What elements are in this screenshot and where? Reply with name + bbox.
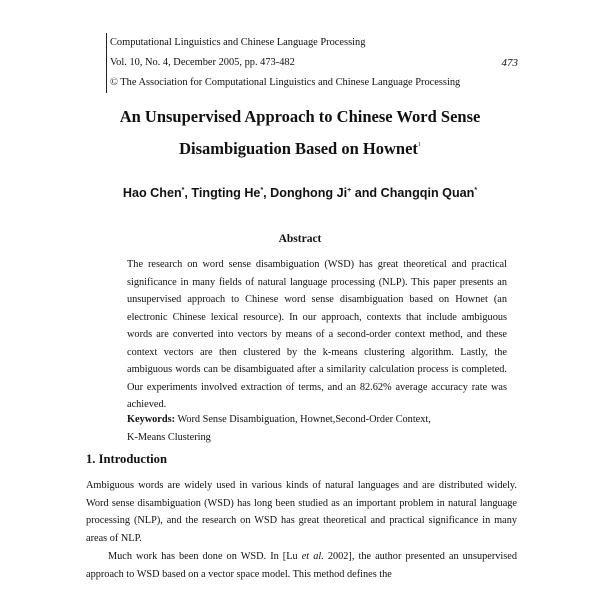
abstract-heading: Abstract [278,233,322,245]
journal-name: Computational Linguistics and Chinese Language Processing [110,37,366,48]
paragraph-text: Ambiguous words are widely used in various kinds of natural languages and are distributed widely. Word sense disambiguation (WSD) has long been studied as an important problem in natural language processing (NLP), and the research on WSD has great theoretical and practical significance in many areas of NLP. [86,480,517,544]
author: Hao Chen*, [122,186,192,200]
author: Donghong Ji+ and [270,186,381,200]
keywords-line-2: K-Means Clustering [127,431,211,443]
author-list [0,186,600,200]
title-footnote-mark: 1 [417,142,421,148]
paragraph-text: Much work has been done on WSD. In [Lu et al. 2002], the author presented an unsupervised approach to WSD based on a vector space model. This method defines the [86,551,517,580]
journal-header [106,33,520,93]
journal-copyright: © The Association for Computational Linguistics and Chinese Language Processing [110,77,461,88]
journal-volume: Vol. 10, No. 4, December 2005, pp. 473-482 [110,57,295,68]
keywords-line-1: Word Sense Disambiguation, Hownet,Second-Order Context, [177,414,431,425]
abstract-body [127,256,507,414]
page-number: 473 [501,57,518,69]
paper-title-line-1: An Unsupervised Approach to Chinese Word Sense [119,107,481,126]
author: Changqin Quan* [380,186,478,200]
keywords-label: Keywords: [127,414,176,425]
intro-paragraph-1 [86,477,517,547]
keywords [127,411,517,446]
intro-paragraph-2 [86,548,517,583]
citation-et-al: et al. [301,551,324,562]
abstract-text: The research on word sense disambiguation (WSD) has great theoretical and practical significance in many fields of natural language processing (NLP). This paper presents an unsupervised approach to Chinese word sense disambiguation based on Hownet (an electronic Chinese lexical resource). In our approach, contexts that include ambiguous words are converted into vectors by means of a second-order context method, and these context vectors are then clustered by the k-means clustering algorithm. Lastly, the ambiguous words can be disambiguated after a similarity calculation process is completed. Our experiments involved extraction of terms, and an 82.62% average accuracy rate was achieved. [127,259,507,410]
author: Tingting He*, [191,186,271,200]
section-heading-introduction: 1. Introduction [86,452,167,466]
paper-title-line-2: Disambiguation Based on Hownet$^1$ [179,139,421,158]
